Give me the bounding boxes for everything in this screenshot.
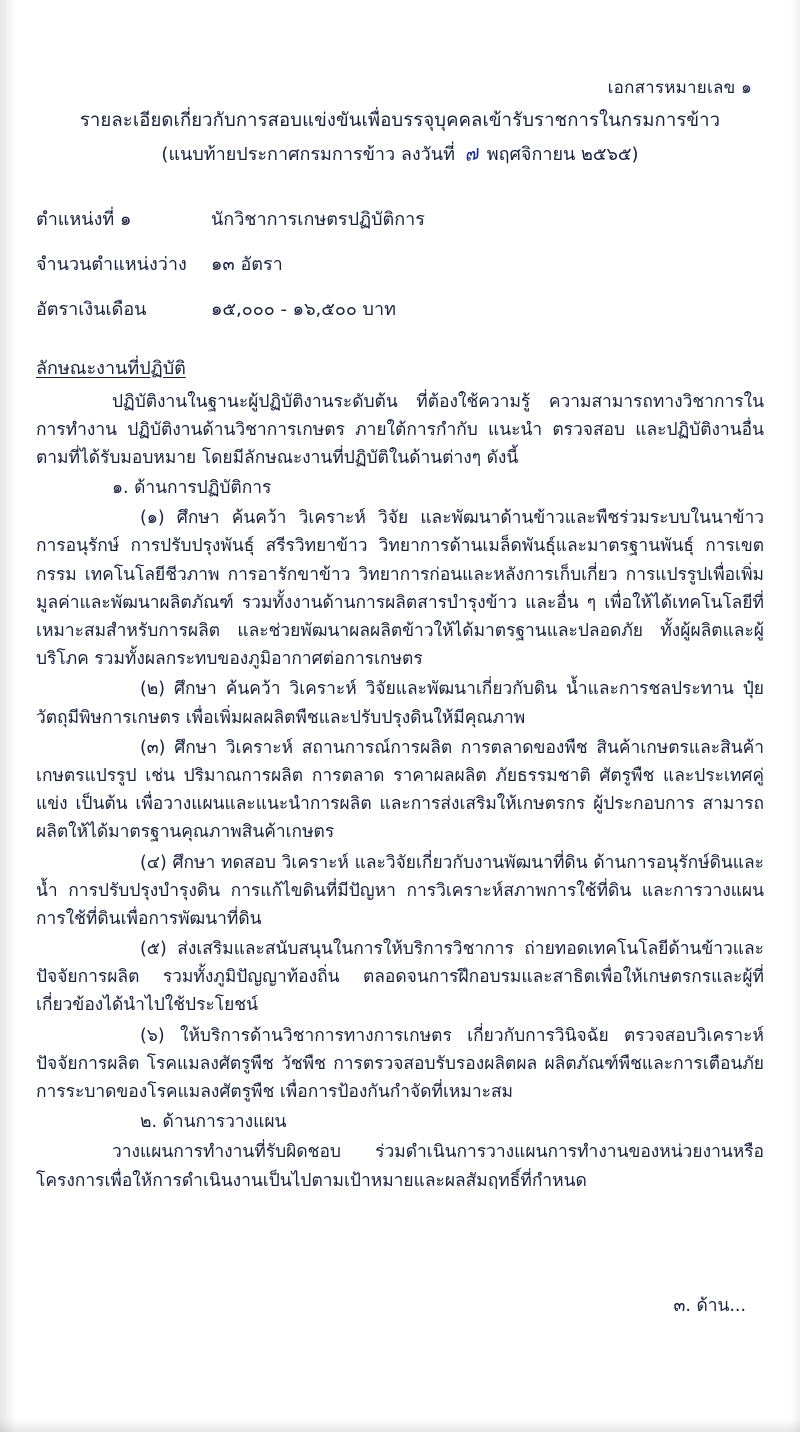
section-1-number: ๑. ด้านการปฏิบัติการ xyxy=(112,478,272,499)
intro-paragraph: ปฏิบัติงานในฐานะผู้ปฏิบัติงานระดับต้น ที่ต้องใช้ความรู้ ความสามารถทางวิชาการในการทำงาน ปฏิบัติงานด้านวิชาการเกษตร ภายใต้การกำกับ แนะนำ ตรวจสอบ และปฏิบัติงานอื่นตามที่ได้รับมอบหมาย โดยมีลักษณะงานที่ปฏิบัติในด้านต่างๆ ดังนี้ xyxy=(36,391,764,468)
footer-continuation: ๓. ด้าน... xyxy=(673,1295,746,1316)
section-heading-job-duties: ลักษณะงานที่ปฏิบัติ xyxy=(36,357,186,379)
section-1-item-1: (๑) ศึกษา ค้นคว้า วิเคราะห์ วิจัย และพัฒนาด้านข้าวและพืชร่วมระบบในนาข้าว การอนุรักษ์ การปรับปรุงพันธุ์ สรีรวิทยาข้าว วิทยาการด้านเมล็ดพันธุ์และมาตรฐานพันธุ์ การเขตกรรม เทคโนโลยีชีวภาพ การอารักขาข้าว วิทยาการก่อนและหลังการเก็บเกี่ยว การแปรรูปเพื่อเพิ่มมูลค่าและพัฒนาผลิตภัณฑ์ รวมทั้งงานด้านการผลิตสารบำรุงข้าว และอื่น ๆ เพื่อให้ได้เทคโนโลยีที่เหมาะสมสำหรับการผลิต และช่วยพัฒนาผลผลิตข้าวให้ได้มาตรฐานและปลอดภัย ทั้งผู้ผลิตและผู้บริโภค รวมทั้งผลกระทบของภูมิอากาศต่อการเกษตร xyxy=(36,508,764,670)
section-1-item-5: (๕) ส่งเสริมและสนับสนุนในการให้บริการวิชาการ ถ่ายทอดเทคโนโลยีด้านข้าวและปัจจัยการผลิต รวมทั้งภูมิปัญญาท้องถิ่น ตลอดจนการฝึกอบรมและสาธิตเพื่อให้เกษตรกรและผู้ที่เกี่ยวข้องได้นำไปใช้ประโยชน์ xyxy=(36,939,764,1016)
section-1-item-6: (๖) ให้บริการด้านวิชาการทางการเกษตร เกี่ยวกับการวินิจฉัย ตรวจสอบวิเคราะห์ ปัจจัยการผลิต โรคแมลงศัตรูพืช วัชพืช การตรวจสอบรับรองผลิตผล ผลิตภัณฑ์พืชและการเตือนภัยการระบาดของโรคแมลงศัตรูพืช เพื่อการป้องกันกำจัดที่เหมาะสม xyxy=(36,1025,764,1103)
page-left-shadow xyxy=(0,0,16,1432)
field-value-position: นักวิชาการเกษตรปฏิบัติการ xyxy=(211,208,425,230)
field-label-vacancies: จำนวนตำแหน่งว่าง xyxy=(36,253,187,275)
section-1-item-3: (๓) ศึกษา วิเคราะห์ สถานการณ์การผลิต การตลาดของพืช สินค้าเกษตรและสินค้าเกษตรแปรรูป เช่น ปริมาณการผลิต การตลาด ราคาผลผลิต ภัยธรรมชาติ ศัตรูพืช และประเทศคู่แข่ง เป็นต้น เพื่อวางแผนและแนะนำการผลิต และการส่งเสริมให้เกษตรกร ผู้ประกอบการ สามารถผลิตให้ได้มาตรฐานคุณภาพสินค้าเกษตร xyxy=(36,737,764,843)
field-label-salary: อัตราเงินเดือน xyxy=(36,298,147,320)
field-value-salary: ๑๕,๐๐๐ - ๑๖,๕๐๐ บาท xyxy=(211,298,396,320)
section-1-item-2: (๒) ศึกษา ค้นคว้า วิเคราะห์ วิจัยและพัฒนาเกี่ยวกับดิน น้ำและการชลประทาน ปุ๋ย วัตถุมีพิษการเกษตร เพื่อเพิ่มผลผลิตพืชและปรับปรุงดินให้มีคุณภาพ xyxy=(36,679,764,728)
section-2-item-1: วางแผนการทำงานที่รับผิดชอบ ร่วมดำเนินการวางแผนการทำงานของหน่วยงานหรือโครงการเพื่อให้การดำเนินงานเป็นไปตามเป้าหมายและผลสัมฤทธิ์ที่กำหนด xyxy=(36,1142,764,1191)
field-row xyxy=(36,249,764,278)
position-fields xyxy=(36,204,764,323)
document-subtitle xyxy=(36,139,764,170)
field-label-position: ตำแหน่งที่ ๑ xyxy=(36,208,132,230)
document-number: เอกสารหมายเลข ๑ xyxy=(607,78,752,98)
title-block xyxy=(36,107,764,170)
subtitle-prefix: (แนบท้ายประกาศกรมการข้าว ลงวันที่ xyxy=(161,143,455,165)
section-1-item-4: (๔) ศึกษา ทดสอบ วิเคราะห์ และวิจัยเกี่ยวกับงานพัฒนาที่ดิน ด้านการอนุรักษ์ดินและน้ำ การปรับปรุงบำรุงดิน การแก้ไขดินที่มีปัญหา การวิเคราะห์สภาพการใช้ที่ดิน และการวางแผน การใช้ที่ดินเพื่อการพัฒนาที่ดิน xyxy=(36,852,764,929)
page-right-shadow xyxy=(790,0,800,1432)
page-bottom-shadow xyxy=(0,1418,800,1432)
subtitle-suffix: พฤศจิกายน ๒๕๖๕) xyxy=(486,143,639,165)
section-2-number: ๒. ด้านการวางแผน xyxy=(140,1112,287,1133)
page-title: รายละเอียดเกี่ยวกับการสอบแข่งขันเพื่อบรรจุบุคคลเข้ารับราชการในกรมการข้าว xyxy=(79,110,721,131)
field-row xyxy=(36,294,764,323)
field-row xyxy=(36,204,764,233)
handwritten-day: ๗ xyxy=(461,141,481,167)
field-value-vacancies: ๑๓ อัตรา xyxy=(211,253,283,275)
